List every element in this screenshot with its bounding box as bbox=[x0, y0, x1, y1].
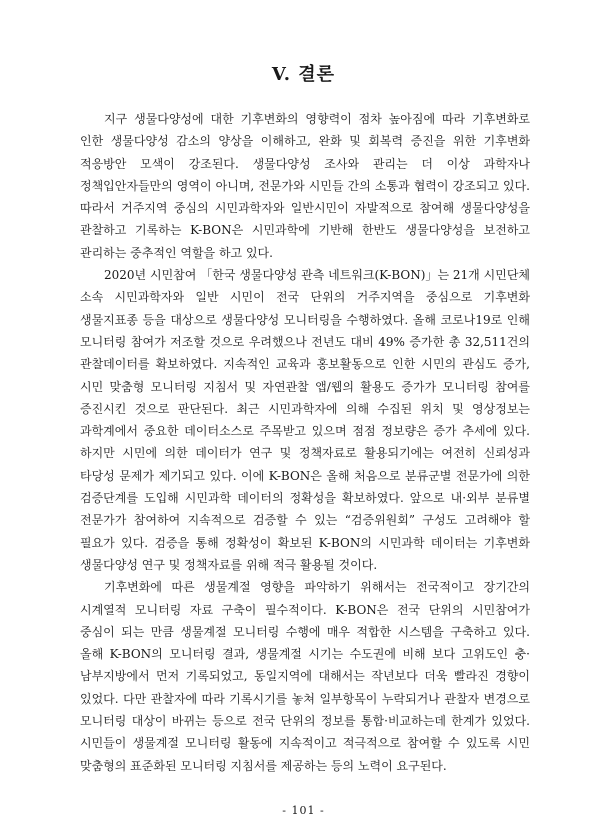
paragraph: 기후변화에 따른 생물계절 영향을 파악하기 위해서는 전국적이고 장기간의 시계열적 모니터링 자료 구축이 필수적이다. K-BON은 전국 단위의 시민참여가 중심이 되는 만큼 생물계절 모니터링 수행에 매우 적합한 시스템을 구축하고 있다. 올해 K-BON의 모니터링 결과, 생물계절 시기는 수도권에 비해 보다 고위도인 충·남부지방에서 먼저 기록되었고, 동일지역에 대해서는 작년보다 더욱 빨라진 경향이 있었다. 다만 관찰자에 따라 기록시기를 놓쳐 일부항목이 누락되거나 관찰자 변경으로 모니터링 대상이 바뀌는 등으로 전국 단위의 정보를 통합·비교하는데 한계가 있었다. 시민들이 생물계절 모니터링 활동에 지속적이고 적극적으로 참여할 수 있도록 시민 맞춤형의 표준화된 모니터링 지침서를 제공하는 등의 노력이 요구된다. bbox=[80, 580, 530, 773]
section-title: V. 결론 bbox=[271, 64, 336, 85]
body-text bbox=[80, 108, 530, 777]
paragraph: 2020년 시민참여 「한국 생물다양성 관측 네트워크(K-BON)」는 21개 시민단체 소속 시민과학자와 일반 시민이 전국 단위의 거주지역을 중심으로 기후변화 생물지표종 등을 대상으로 생물다양성 모니터링을 수행하였다. 올해 코로나19로 인해 모니터링 참여가 저조할 것으로 우려했으나 전년도 대비 49% 증가한 총 32,511건의 관찰데이터를 확보하였다. 지속적인 교육과 홍보활동으로 인한 시민의 관심도 증가, 시민 맞춤형 모니터링 지침서 및 자연관찰 앱/웹의 활용도 증가가 모니터링 참여를 증진시킨 것으로 판단된다. 최근 시민과학자에 의해 수집된 위치 및 영상정보는 과학계에서 중요한 데이터소스로 주목받고 있으며 점점 정보량은 증가 추세에 있다. 하지만 시민에 의한 데이터가 연구 및 정책자료로 활용되기에는 여전히 신뢰성과 타당성 문제가 제기되고 있다. 이에 K-BON은 올해 처음으로 분류군별 전문가에 의한 검증단계를 도입해 시민과학 데이터의 정확성을 확보하였다. 앞으로 내·외부 분류별 전문가가 참여하여 지속적으로 검증할 수 있는 “검증위원회” 구성도 고려해야 할 필요가 있다. 검증을 통해 정확성이 확보된 K-BON의 시민과학 데이터는 기후변화 생물다양성 연구 및 정책자료를 위해 적극 활용될 것이다. bbox=[80, 268, 530, 572]
page-number: - 101 - bbox=[282, 804, 325, 817]
paragraph: 지구 생물다양성에 대한 기후변화의 영향력이 점차 높아짐에 따라 기후변화로 인한 생물다양성 감소의 양상을 이해하고, 완화 및 회복력 증진을 위한 기후변화 적응방안 모색이 강조된다. 생물다양성 조사와 관리는 더 이상 과학자나 정책입안자들만의 영역이 아니며, 전문가와 시민들 간의 소통과 협력이 강조되고 있다. 따라서 거주지역 중심의 시민과학자와 일반시민이 자발적으로 참여해 생물다양성을 관찰하고 기록하는 K-BON은 시민과학에 기반해 한반도 생물다양성을 보전하고 관리하는 중추적인 역할을 하고 있다. bbox=[80, 112, 530, 260]
